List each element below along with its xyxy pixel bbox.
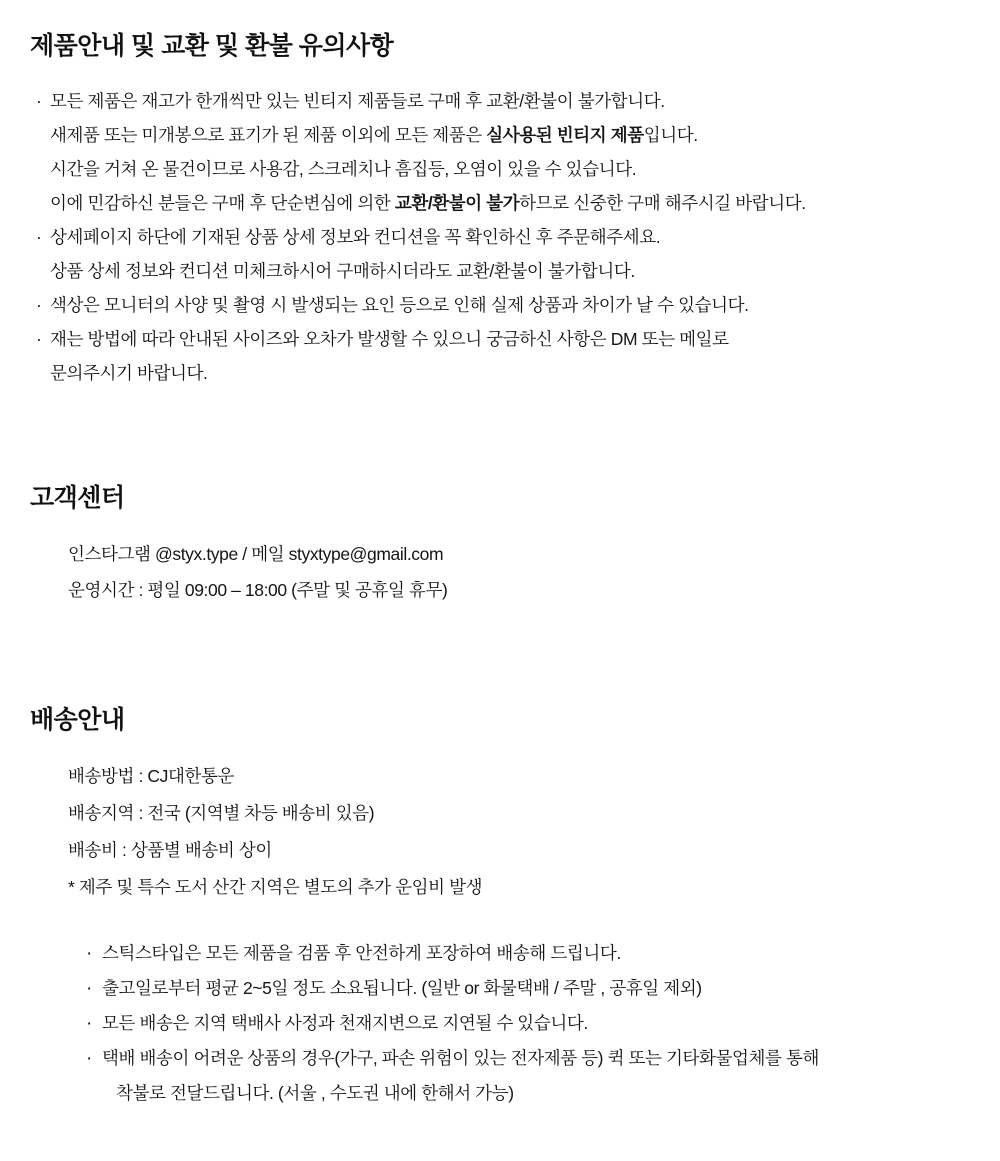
policy-line: 색상은 모니터의 사양 및 촬영 시 발생되는 요인 등으로 인해 실제 상품과 차이가 날 수 있습니다. (50, 295, 749, 315)
shipping-info-list (30, 758, 970, 906)
customer-center-title: 고객센터 (30, 484, 125, 512)
policy-line: 모든 제품은 재고가 한개씩만 있는 빈티지 제품들로 구매 후 교환/환불이 불가합니다. (50, 91, 665, 111)
policy-line: 문의주시기 바랍니다. (50, 363, 208, 383)
shipping-bullet-line: 착불로 전달드립니다. (서울 , 수도권 내에 한해서 가능) (116, 1083, 514, 1103)
policy-line-pre: 이에 민감하신 분들은 구매 후 단순변심에 의한 (50, 193, 395, 213)
policy-line: 시간을 거쳐 온 물건이므로 사용감, 스크레치나 흠집등, 오염이 있을 수 있습니다. (50, 159, 637, 179)
policy-line: 상품 상세 정보와 컨디션 미체크하시어 구매하시더라도 교환/환불이 불가합니다. (50, 261, 635, 281)
policy-item (30, 220, 970, 288)
shipping-method: 배송방법 : CJ대한통운 (68, 766, 235, 786)
shipping-bullet-line: 택배 배송이 어려운 상품의 경우(가구, 파손 위험이 있는 전자제품 등) 퀵 또는 기타화물업체를 통해 (102, 1048, 820, 1068)
shipping-region: 배송지역 : 전국 (지역별 차등 배송비 있음) (68, 803, 375, 823)
shipping-bullet (82, 1006, 970, 1041)
shipping-bullet-line: 모든 배송은 지역 택배사 사정과 천재지변으로 지연될 수 있습니다. (102, 1013, 588, 1033)
policy-bullet-list (30, 84, 970, 390)
shipping-extra-note: * 제주 및 특수 도서 산간 지역은 별도의 추가 운임비 발생 (68, 877, 483, 897)
policy-item (30, 288, 970, 322)
policy-title: 제품안내 및 교환 및 환불 유의사항 (30, 32, 394, 60)
policy-item (30, 84, 970, 220)
policy-line-pre: 새제품 또는 미개봉으로 표기가 된 제품 이외에 모든 제품은 (50, 125, 487, 145)
policy-line: 상세페이지 하단에 기재된 상품 상세 정보와 컨디션을 꼭 확인하신 후 주문해주세요. (50, 227, 661, 247)
shipping-bullet (82, 971, 970, 1006)
shipping-fee: 배송비 : 상품별 배송비 상이 (68, 840, 272, 860)
shipping-title: 배송안내 (30, 706, 125, 734)
customer-center-hours: 운영시간 : 평일 09:00 – 18:00 (주말 및 공휴일 휴무) (68, 580, 448, 600)
policy-line-post: 하므로 신중한 구매 해주시길 바랍니다. (519, 193, 806, 213)
policy-line-post: 입니다. (643, 125, 698, 145)
customer-center-contact: 인스타그램 @styx.type / 메일 styxtype@gmail.com (68, 544, 444, 564)
shipping-bullet-line: 출고일로부터 평균 2~5일 정도 소요됩니다. (일반 or 화물택배 / 주말 , 공휴일 제외) (102, 978, 702, 998)
shipping-bullet-list (30, 936, 970, 1111)
section-customer-center (30, 478, 970, 608)
shipping-bullet (82, 1041, 970, 1111)
policy-item (30, 322, 970, 390)
customer-center-lines (30, 536, 970, 608)
policy-line (50, 118, 970, 152)
policy-line (50, 186, 970, 220)
policy-line-strong: 교환/환불이 불가 (394, 193, 520, 213)
policy-line: 재는 방법에 따라 안내된 사이즈와 오차가 발생할 수 있으니 궁금하신 사항은 DM 또는 메일로 (50, 329, 729, 349)
shipping-bullet-line: 스틱스타입은 모든 제품을 검품 후 안전하게 포장하여 배송해 드립니다. (102, 943, 621, 963)
shipping-bullet (82, 936, 970, 971)
policy-line-strong: 실사용된 빈티지 제품 (486, 125, 644, 145)
section-shipping (30, 700, 970, 1111)
section-policy (30, 26, 970, 390)
